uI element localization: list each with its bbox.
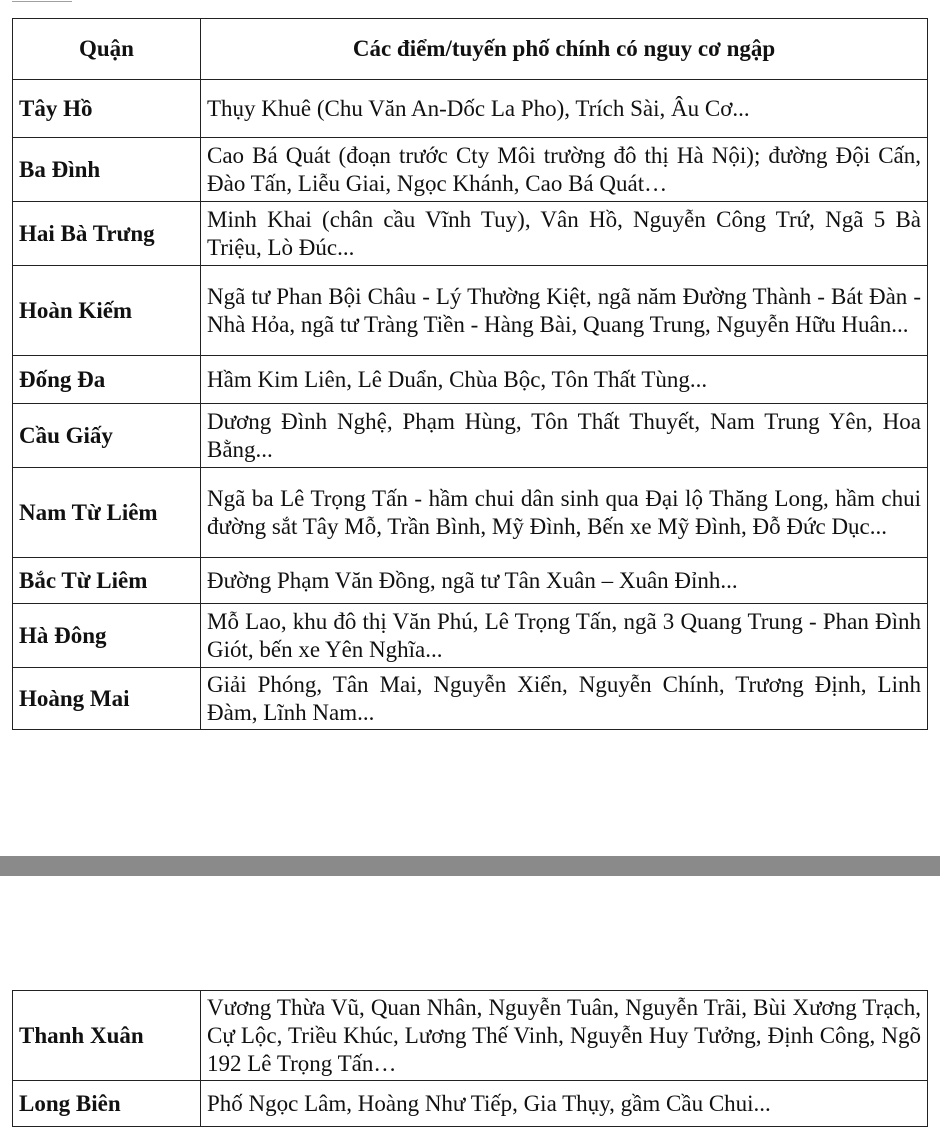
- page-break-bar: [0, 856, 940, 876]
- table-row: [13, 138, 928, 202]
- table-row: [13, 668, 928, 730]
- table-row: [13, 202, 928, 266]
- district-cell: Hai Bà Trưng: [13, 202, 201, 266]
- table-header-row: [13, 19, 928, 80]
- streets-cell: Thụy Khuê (Chu Văn An-Dốc La Pho), Trích Sài, Âu Cơ...: [201, 80, 928, 138]
- flood-risk-table: [12, 18, 928, 730]
- district-cell: Nam Từ Liêm: [13, 468, 201, 558]
- district-cell: Hà Đông: [13, 604, 201, 668]
- table-row: [13, 604, 928, 668]
- district-cell: Hoàng Mai: [13, 668, 201, 730]
- district-cell: Thanh Xuân: [13, 991, 201, 1081]
- table-row: [13, 1081, 928, 1127]
- table-row: [13, 404, 928, 468]
- streets-cell: Minh Khai (chân cầu Vĩnh Tuy), Vân Hồ, Nguyễn Công Trứ, Ngã 5 Bà Triệu, Lò Đúc...: [201, 202, 928, 266]
- cropped-text-fragment: [12, 0, 82, 6]
- table-row: [13, 558, 928, 604]
- streets-cell: Giải Phóng, Tân Mai, Nguyễn Xiển, Nguyễn Chính, Trương Định, Linh Đàm, Lĩnh Nam...: [201, 668, 928, 730]
- streets-cell: Mỗ Lao, khu đô thị Văn Phú, Lê Trọng Tấn, ngã 3 Quang Trung - Phan Đình Giót, bến xe Yên Nghĩa...: [201, 604, 928, 668]
- district-cell: Đống Đa: [13, 356, 201, 404]
- streets-cell: Cao Bá Quát (đoạn trước Cty Môi trường đô thị Hà Nội); đường Đội Cấn, Đào Tấn, Liễu Giai, Ngọc Khánh, Cao Bá Quát…: [201, 138, 928, 202]
- streets-cell: Vương Thừa Vũ, Quan Nhân, Nguyễn Tuân, Nguyễn Trãi, Bùi Xương Trạch, Cự Lộc, Triều Khúc, Lương Thế Vinh, Nguyễn Huy Tưởng, Định Công, Ngõ 192 Lê Trọng Tấn…: [201, 991, 928, 1081]
- flood-risk-table-continued: [12, 990, 928, 1127]
- table-row: [13, 356, 928, 404]
- header-streets: Các điểm/tuyến phố chính có nguy cơ ngập: [201, 19, 928, 80]
- district-cell: Tây Hồ: [13, 80, 201, 138]
- streets-cell: Ngã tư Phan Bội Châu - Lý Thường Kiệt, ngã năm Đường Thành - Bát Đàn - Nhà Hỏa, ngã tư Tràng Tiền - Hàng Bài, Quang Trung, Nguyễn Hữu Huân...: [201, 266, 928, 356]
- header-district: Quận: [13, 19, 201, 80]
- streets-cell: Dương Đình Nghệ, Phạm Hùng, Tôn Thất Thuyết, Nam Trung Yên, Hoa Bằng...: [201, 404, 928, 468]
- streets-cell: Đường Phạm Văn Đồng, ngã tư Tân Xuân – Xuân Đỉnh...: [201, 558, 928, 604]
- streets-cell: Phố Ngọc Lâm, Hoàng Như Tiếp, Gia Thụy, gầm Cầu Chui...: [201, 1081, 928, 1127]
- table-row: [13, 468, 928, 558]
- table-row: [13, 80, 928, 138]
- streets-cell: Ngã ba Lê Trọng Tấn - hầm chui dân sinh qua Đại lộ Thăng Long, hầm chui đường sắt Tây Mỗ, Trần Bình, Mỹ Đình, Bến xe Mỹ Đình, Đỗ Đức Dục...: [201, 468, 928, 558]
- district-cell: Hoàn Kiếm: [13, 266, 201, 356]
- table-row: [13, 991, 928, 1081]
- district-cell: Bắc Từ Liêm: [13, 558, 201, 604]
- district-cell: Long Biên: [13, 1081, 201, 1127]
- streets-cell: Hầm Kim Liên, Lê Duẩn, Chùa Bộc, Tôn Thất Tùng...: [201, 356, 928, 404]
- table-row: [13, 266, 928, 356]
- district-cell: Cầu Giấy: [13, 404, 201, 468]
- district-cell: Ba Đình: [13, 138, 201, 202]
